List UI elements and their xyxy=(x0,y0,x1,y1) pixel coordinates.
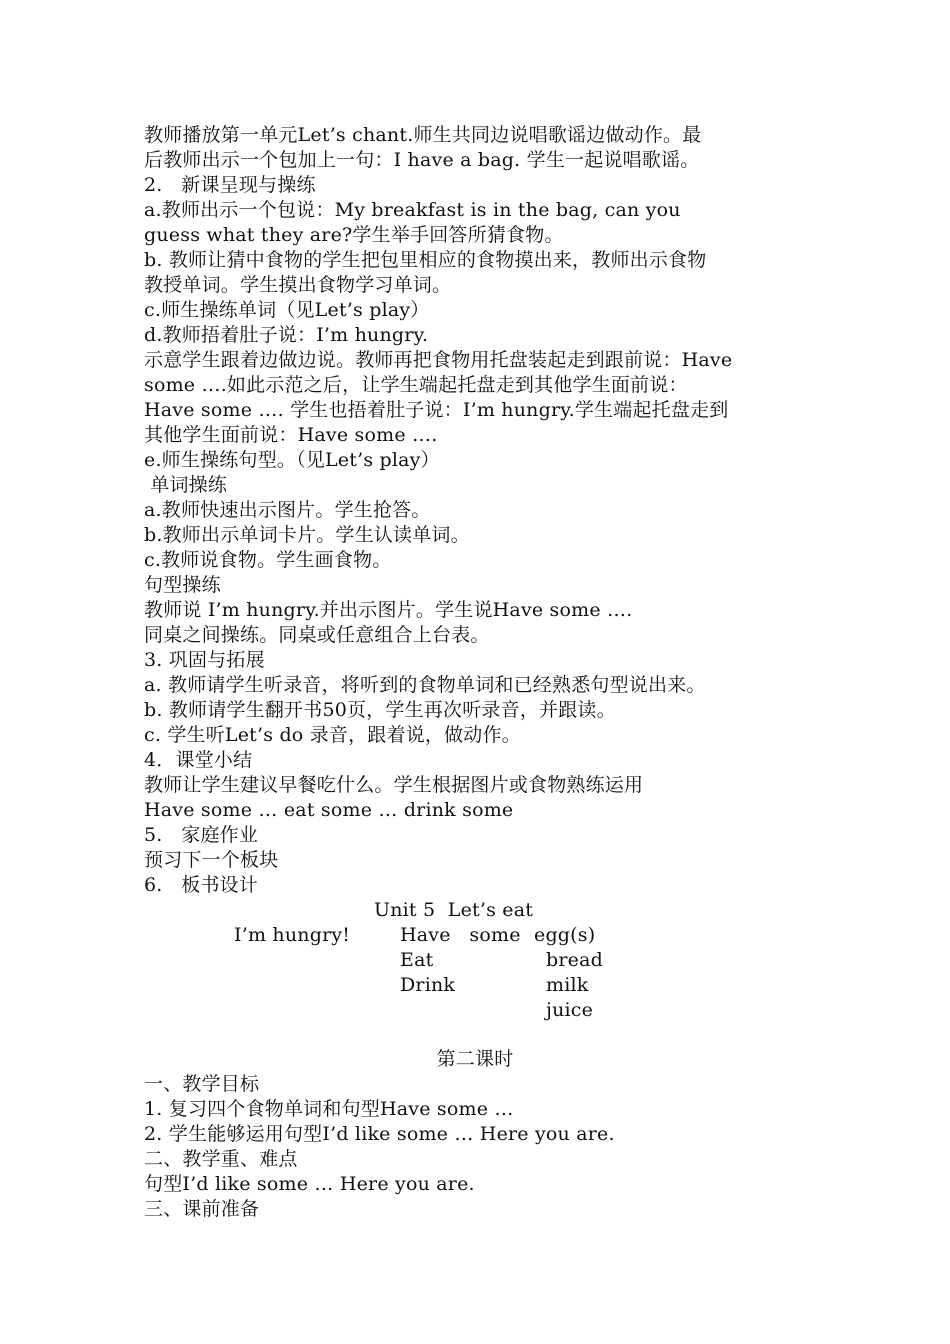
paragraph-line: 教师让学生建议早餐吃什么。学生根据图片或食物熟练运用 xyxy=(144,774,644,796)
paragraph-line: a.教师出示一个包说：My breakfast is in the bag, can you xyxy=(144,199,681,221)
board-food: egg(s) xyxy=(534,924,596,946)
paragraph-line: 后教师出示一个包加上一句：I have a bag. 学生一起说唱歌谣。 xyxy=(144,149,700,171)
paragraph-line: b.教师出示单词卡片。学生认读单词。 xyxy=(144,524,470,546)
paragraph-line: some ….如此示范之后，让学生端起托盘走到其他学生面前说： xyxy=(144,374,688,396)
paragraph-line: 示意学生跟着边做边说。教师再把食物用托盘装起走到跟前说：Have xyxy=(144,349,733,371)
board-food: bread xyxy=(546,949,603,971)
paragraph-line: a.教师快速出示图片。学生抢答。 xyxy=(144,499,431,521)
paragraph-line: 教师播放第一单元Let’s chant.师生共同边说唱歌谣边做动作。最 xyxy=(144,124,702,146)
paragraph-line: b. 教师让猜中食物的学生把包里相应的食物摸出来，教师出示食物 xyxy=(144,249,707,271)
paragraph-line: a. 教师请学生听录音，将听到的食物单词和已经熟悉句型说出来。 xyxy=(144,674,706,696)
board-verb: Drink xyxy=(400,974,456,996)
paragraph-line: 2. 学生能够运用句型I’d like some … Here you are. xyxy=(144,1123,615,1145)
section-heading: 一、教学目标 xyxy=(144,1073,260,1095)
paragraph-line: 其他学生面前说：Have some …. xyxy=(144,424,438,446)
paragraph-line: b. 教师请学生翻开书50页，学生再次听录音，并跟读。 xyxy=(144,699,616,721)
board-food: milk xyxy=(546,974,589,996)
paragraph-line: c.教师说食物。学生画食物。 xyxy=(144,549,392,571)
section-heading: 4．课堂小结 xyxy=(144,749,253,771)
section-heading: 3. 巩固与拓展 xyxy=(144,649,265,671)
paragraph-line: 教授单词。学生摸出食物学习单词。 xyxy=(144,274,452,296)
paragraph-line: c.师生操练单词（见Let’s play） xyxy=(144,299,430,321)
subsection-heading: 句型操练 xyxy=(144,574,221,596)
paragraph-line: 预习下一个板块 xyxy=(144,849,279,871)
section-heading: 二、教学重、难点 xyxy=(144,1148,298,1170)
board-title: Unit 5 Let’s eat xyxy=(374,899,534,921)
paragraph-line: guess what they are?学生举手回答所猜食物。 xyxy=(144,224,564,246)
section-heading: 5. 家庭作业 xyxy=(144,824,259,846)
board-food: juice xyxy=(546,999,594,1021)
board-verb: Have some xyxy=(400,924,521,946)
section-heading: 6. 板书设计 xyxy=(144,874,259,896)
paragraph-line: Have some …. 学生也捂着肚子说：I’m hungry.学生端起托盘走到 xyxy=(144,399,729,421)
lesson-heading: 第二课时 xyxy=(436,1048,514,1070)
paragraph-line: 教师说 I’m hungry.并出示图片。学生说Have some …. xyxy=(144,599,633,621)
paragraph-line: 句型I’d like some … Here you are. xyxy=(144,1173,475,1195)
paragraph-line: d.教师捂着肚子说：I’m hungry. xyxy=(144,324,429,346)
section-heading: 2. 新课呈现与操练 xyxy=(144,174,316,196)
paragraph-line: 1. 复习四个食物单词和句型Have some … xyxy=(144,1098,514,1120)
paragraph-line: 同桌之间操练。同桌或任意组合上台表。 xyxy=(144,624,490,646)
board-sentence: I’m hungry! xyxy=(234,924,351,946)
board-verb: Eat xyxy=(400,949,434,971)
subsection-heading: 单词操练 xyxy=(144,474,228,496)
paragraph-line: c. 学生听Let’s do 录音，跟着说，做动作。 xyxy=(144,724,521,746)
section-heading: 三、课前准备 xyxy=(144,1198,260,1220)
paragraph-line: Have some … eat some … drink some xyxy=(144,799,514,821)
paragraph-line: e.师生操练句型。（见Let’s play） xyxy=(144,449,440,471)
